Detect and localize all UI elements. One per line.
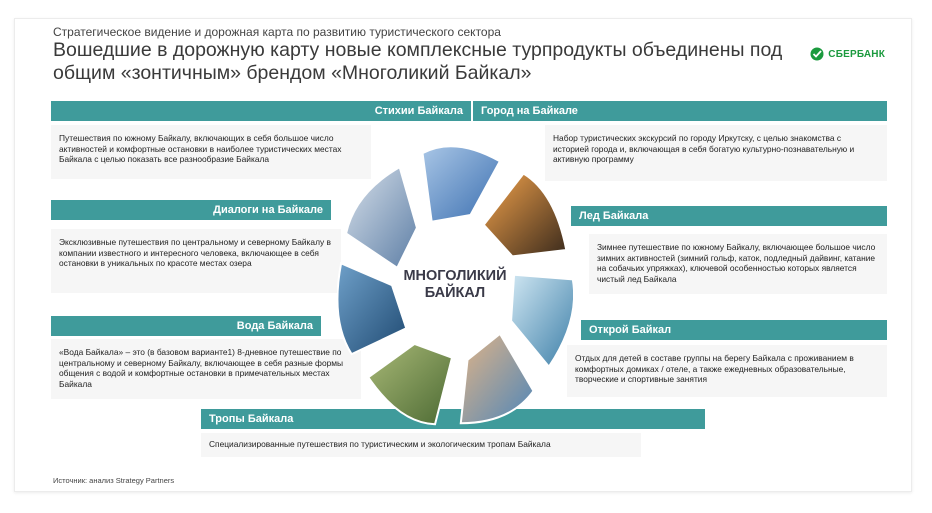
logo-text: СБЕРБАНК <box>828 48 885 60</box>
bar-gorod <box>473 101 887 121</box>
bar-stihii-title: Стихии Байкала <box>374 105 463 117</box>
desc-otkroi: Отдых для детей в составе группы на берегу Байкала с проживанием в комфортных домиках / отеле, а также ежедневных образовательные, творческие и спортивные занятия <box>567 345 887 397</box>
desc-stihii: Путешествия по южному Байкалу, включающих в себя большое число активностей и комфортные остановки в наиболее туристических местах Байкала с целью показать все разнообразие Байкала <box>51 125 371 179</box>
bar-stihii <box>51 101 471 121</box>
bar-led <box>571 206 887 226</box>
bar-dialogi <box>51 200 331 220</box>
lake-clouds-photo <box>423 146 500 222</box>
desc-tropy: Специализированные путешествия по туристическим и экологическим тропам Байкала <box>201 433 641 457</box>
desc-gorod: Набор туристических экскурсий по городу Иркутску, с целью знакомства с историей города и, включающая в себя богатую культурно-познавательную и активную программу <box>545 125 887 181</box>
bar-led-title: Лед Байкала <box>579 210 649 222</box>
bar-dialogi-title: Диалоги на Байкале <box>213 204 323 216</box>
sberbank-logo-icon <box>810 47 824 61</box>
bar-voda-title: Вода Байкала <box>236 320 313 332</box>
wheel-label-line1: МНОГОЛИКИЙ <box>403 268 507 284</box>
seals-photo <box>337 263 406 354</box>
ice-photo <box>511 275 573 367</box>
desc-dialogi: Эксклюзивные путешествия по центральному и северному Байкалу в компании известного и интересного человека, включающее в себя остановки в уникальных по красоте местах озера <box>51 229 341 293</box>
desc-voda: «Вода Байкала» – это (в базовом варианте1) 8-дневное путешествие по центральному и северному Байкалу, включающее в себя разные формы общения с водой и комфортные остановки в примечательных местах Байкала <box>51 339 361 399</box>
bar-gorod-title: Город на Байкале <box>481 105 578 117</box>
bar-voda <box>51 316 321 336</box>
source-note: Источник: анализ Strategy Partners <box>53 476 175 485</box>
children-group-photo <box>461 334 534 423</box>
desc-led: Зимнее путешествие по южному Байкалу, включающее большое число зимних активностей (зимний гольф, каток, подледный дайвинг, катание на собачьих упряжках), ключевой особенностью которых является чистый лед Байкала <box>589 234 887 294</box>
wheel-label-line2: БАЙКАЛ <box>424 285 486 301</box>
brand-wheel <box>337 137 573 433</box>
bar-tropy-title: Тропы Байкала <box>209 413 294 425</box>
brand-wheel-graphic <box>337 137 573 433</box>
bar-otkroi <box>581 320 887 340</box>
sberbank-logo <box>810 47 885 61</box>
city-night-photo <box>484 174 567 257</box>
slide-title: Вошедшие в дорожную карту новые комплексные турпродукты объединены под общим «зонтичным» брендом «Многоликий Байкал» <box>53 39 783 84</box>
slide <box>14 18 912 492</box>
pine-tree-photo <box>346 167 417 268</box>
hikers-photo <box>368 344 452 424</box>
bar-otkroi-title: Открой Байкал <box>589 324 672 336</box>
slide-subtitle: Стратегическое видение и дорожная карта по развитию туристического сектора <box>53 25 501 39</box>
